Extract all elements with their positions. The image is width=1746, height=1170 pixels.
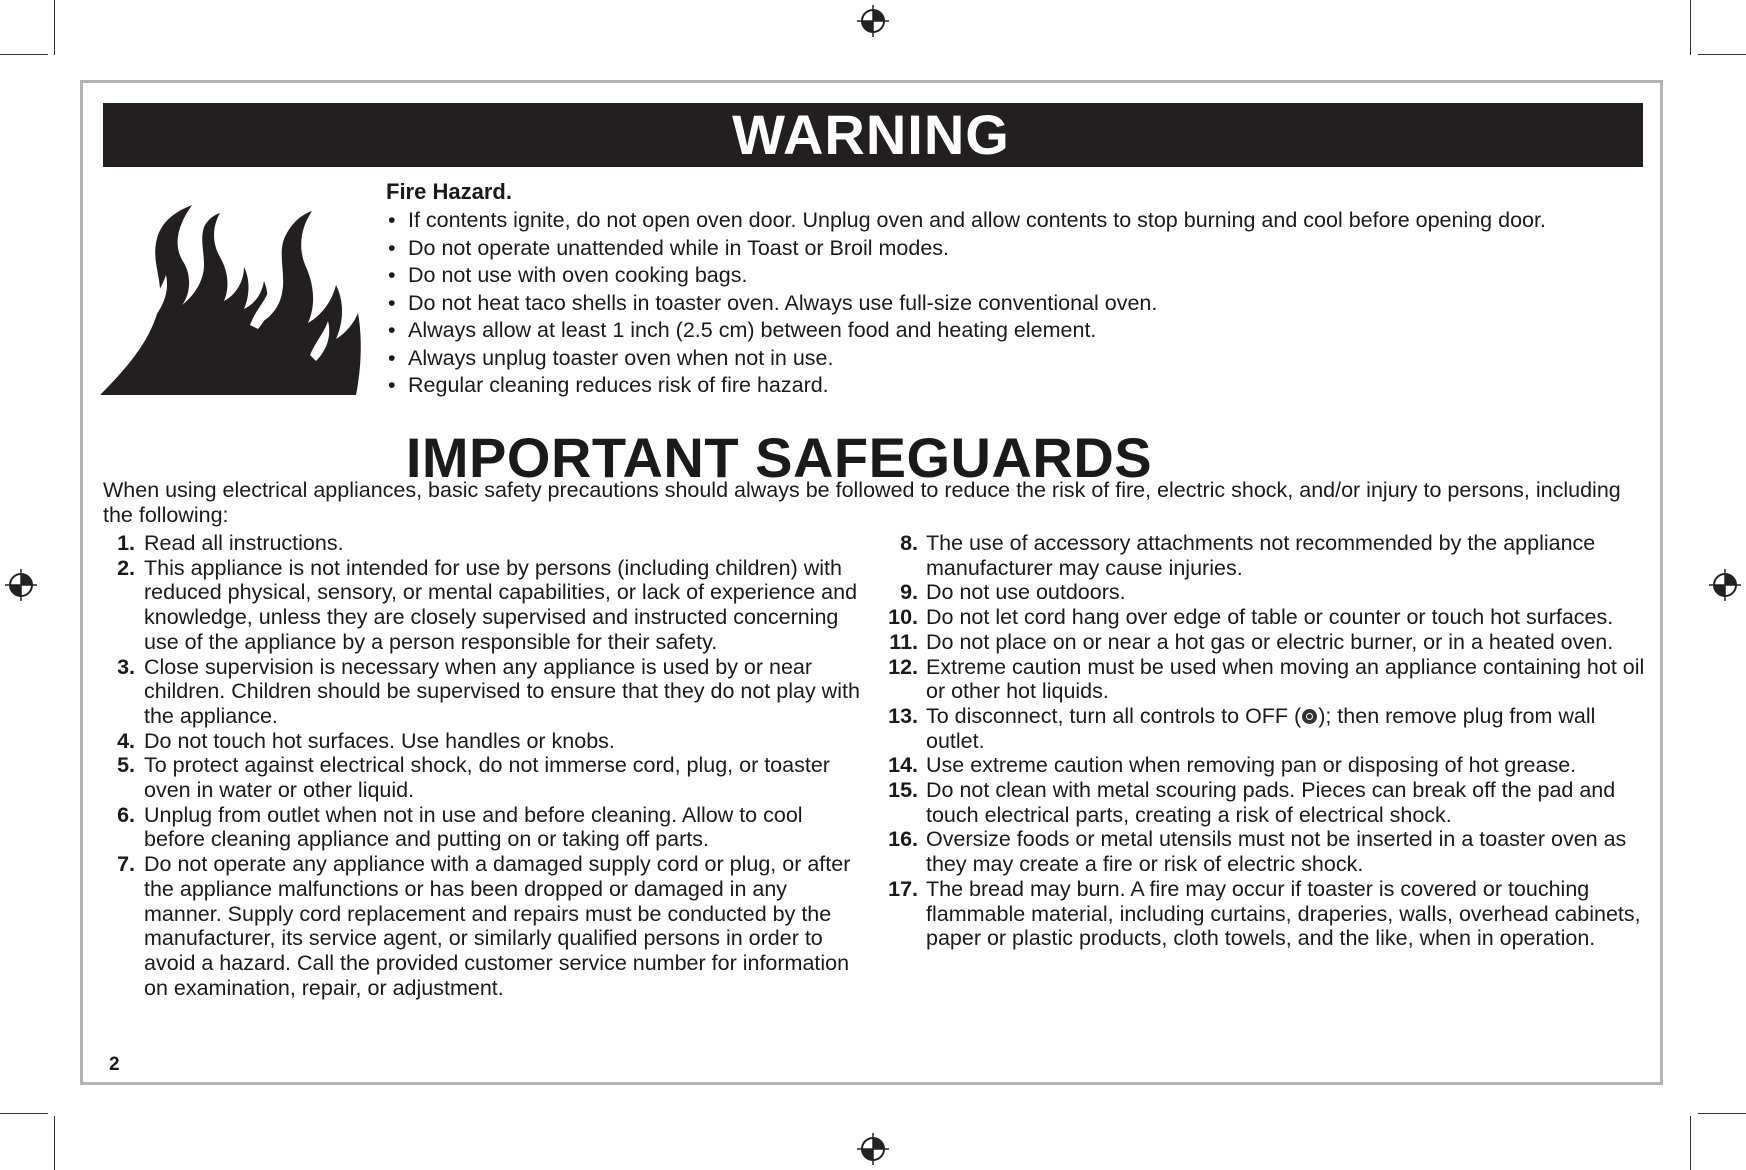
list-item: • Do not operate unattended while in Toast or Broil modes. <box>386 236 1656 261</box>
item-number: 6. <box>117 802 135 827</box>
item-text: Read all instructions. <box>144 531 344 555</box>
list-item <box>103 803 863 852</box>
item-text: Close supervision is necessary when any appliance is used by or near children. Children should be supervised to ensure that they do not play with the appliance. <box>144 654 860 728</box>
item-text: Do not clean with metal scouring pads. Pieces can break off the pad and touch electrical parts, creating a risk of electrical shock. <box>926 778 1616 827</box>
item-text: Do not touch hot surfaces. Use handles or knobs. <box>144 728 615 753</box>
item-text-before: To disconnect, turn all controls to OFF ( <box>926 703 1302 728</box>
item-text: The bread may burn. A fire may occur if toaster is covered or touching flammable material, including curtains, draperies, walls, overhead cabinets, paper or plastic products, cloth towels, and the like, when in operation. <box>926 876 1641 951</box>
crop-mark <box>1698 54 1746 55</box>
item-number: 4. <box>117 728 135 753</box>
item-text: This appliance is not intended for use by persons (including children) with reduced physical, sensory, or mental capabilities, or lack of experience and knowledge, unless they are closely supervised and instructed concerning use of the appliance by a person responsible for their safety. <box>144 555 858 654</box>
item-number: 7. <box>117 852 135 877</box>
list-item: • Always unplug toaster oven when not in use. <box>386 346 1656 371</box>
list-item <box>103 531 863 556</box>
item-number: 1. <box>117 531 135 555</box>
item-number: 9. <box>900 580 918 605</box>
item-text: Do not operate any appliance with a damaged supply cord or plug, or after the appliance malfunctions or has been dropped or damaged in any manner. Supply cord replacement and repairs must be conducted by the manufacturer, its service agent, or similarly qualified persons in order to avoid a hazard. Call the provided customer service number for information on examination, repair, or adjustment. <box>144 852 851 1000</box>
list-item: • Regular cleaning reduces risk of fire hazard. <box>386 373 1656 398</box>
item-number: 14. <box>888 753 918 778</box>
crop-mark <box>54 1116 55 1170</box>
registration-mark-icon <box>5 569 37 601</box>
item-text: Do not place on or near a hot gas or electric burner, or in a heated oven. <box>926 629 1614 654</box>
off-control-icon <box>1302 709 1317 724</box>
list-item <box>103 655 863 729</box>
item-number: 15. <box>888 778 918 803</box>
item-text: The use of accessory attachments not recommended by the appliance manufacturer may cause injuries. <box>926 531 1596 580</box>
registration-mark-icon <box>1709 569 1741 601</box>
item-number: 10. <box>888 605 918 630</box>
item-text-after: ); then remove plug from wall outlet. <box>926 703 1596 753</box>
safeguards-intro: When using electrical appliances, basic safety precautions should always be followed to reduce the risk of fire, electric shock, and/or injury to persons, including the following: <box>103 478 1621 527</box>
list-item <box>885 704 1645 753</box>
list-item <box>103 729 863 754</box>
crop-mark <box>54 0 55 55</box>
item-number: 5. <box>117 753 135 778</box>
list-item <box>885 877 1645 951</box>
crop-mark <box>1698 1113 1746 1114</box>
crop-mark <box>0 54 48 55</box>
item-number: 11. <box>889 629 918 654</box>
crop-mark <box>1690 0 1691 55</box>
list-item <box>885 580 1645 605</box>
safeguards-column-right <box>885 531 1645 951</box>
item-number: 13. <box>888 703 918 728</box>
list-item <box>103 753 863 802</box>
warning-banner <box>103 103 1643 167</box>
list-item: • Do not use with oven cooking bags. <box>386 263 1656 288</box>
item-text: Do not use outdoors. <box>926 580 1126 605</box>
item-text: Extreme caution must be used when moving an appliance containing hot oil or other hot liquids. <box>926 654 1645 704</box>
crop-mark <box>0 1113 48 1114</box>
list-item: • Always allow at least 1 inch (2.5 cm) between food and heating element. <box>386 318 1656 343</box>
registration-mark-icon <box>857 5 889 37</box>
list-item <box>885 630 1645 655</box>
list-item <box>103 852 863 1000</box>
warning-title: WARNING <box>732 103 1010 166</box>
registration-mark-icon <box>857 1133 889 1165</box>
fire-hazard-title: Fire Hazard. <box>386 179 512 204</box>
flame-icon <box>100 205 362 397</box>
item-number: 3. <box>117 654 135 679</box>
page-number: 2 <box>109 1054 120 1075</box>
item-text: Use extreme caution when removing pan or disposing of hot grease. <box>926 753 1577 778</box>
item-text: To protect against electrical shock, do not immerse cord, plug, or toaster oven in water or other liquid. <box>144 753 830 803</box>
safeguards-title: IMPORTANT SAFEGUARDS <box>405 426 1153 489</box>
item-text: Oversize foods or metal utensils must not be inserted in a toaster oven as they may create a fire or risk of electric shock. <box>926 827 1627 877</box>
item-number: 8. <box>900 531 918 555</box>
fire-hazard-section <box>386 178 1656 401</box>
item-number: 2. <box>117 555 135 580</box>
list-item: • Do not heat taco shells in toaster oven. Always use full-size conventional oven. <box>386 291 1656 316</box>
item-number: 12. <box>888 654 918 679</box>
item-number: 17. <box>888 876 918 901</box>
list-item <box>885 531 1645 580</box>
list-item: • If contents ignite, do not open oven door. Unplug oven and allow contents to stop burning and cool before opening door. <box>386 208 1656 233</box>
list-item <box>885 753 1645 778</box>
item-text: Unplug from outlet when not in use and before cleaning. Allow to cool before cleaning appliance and putting on or taking off parts. <box>144 802 803 852</box>
item-number: 16. <box>888 827 918 852</box>
list-item <box>885 605 1645 630</box>
safeguards-column-left <box>103 531 863 1000</box>
list-item <box>885 827 1645 876</box>
crop-mark <box>1690 1116 1691 1170</box>
fire-hazard-list <box>386 208 1656 398</box>
list-item <box>885 655 1645 704</box>
item-text: Do not let cord hang over edge of table or counter or touch hot surfaces. <box>926 605 1614 630</box>
list-item <box>103 556 863 655</box>
list-item <box>885 778 1645 827</box>
